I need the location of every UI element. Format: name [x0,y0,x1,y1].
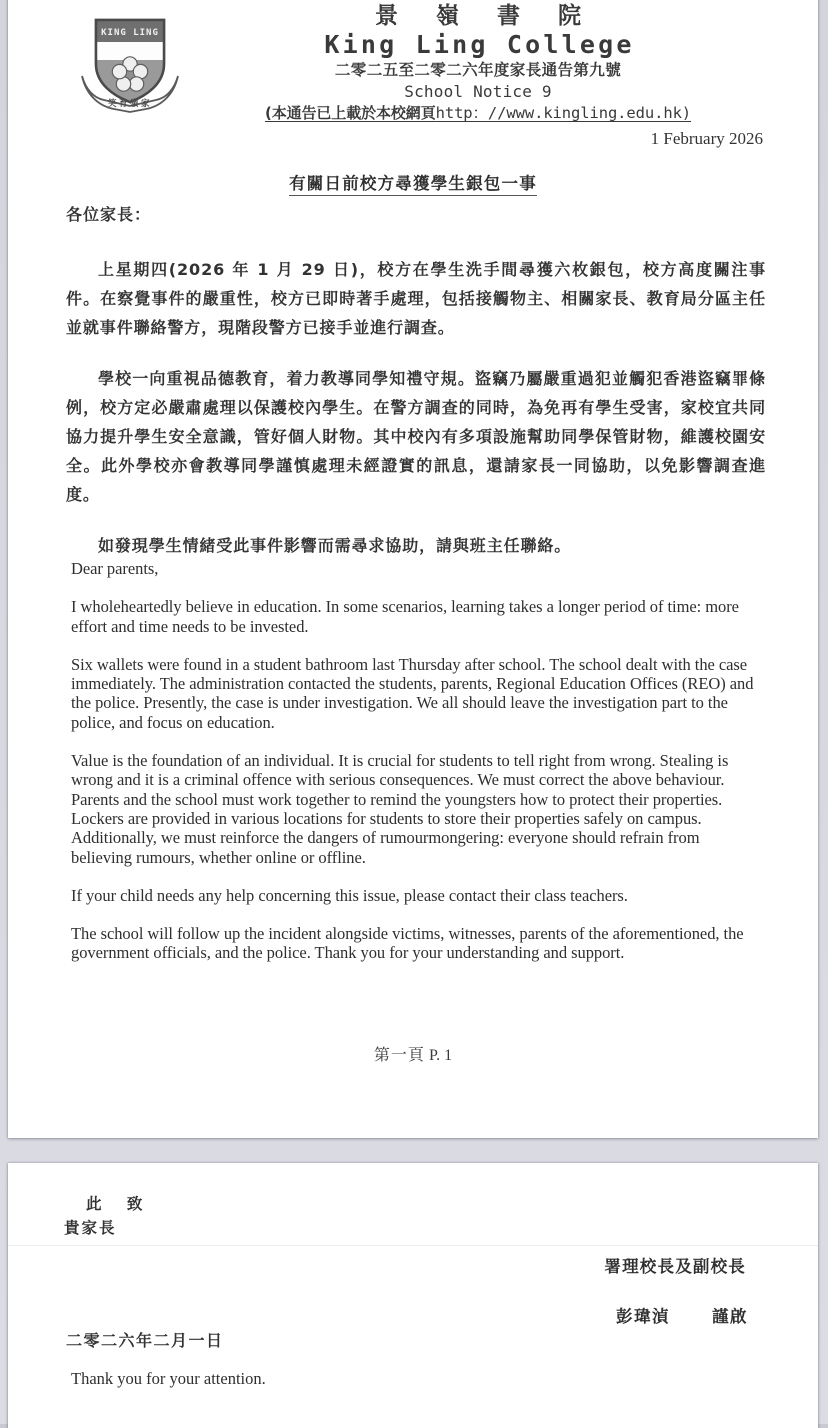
thanks-line: Thank you for your attention. [71,1369,266,1388]
letterhead [8,0,818,126]
page-number-footer [8,1042,818,1065]
closing-block [64,1192,152,1240]
page-number-english: P. 1 [428,1047,453,1064]
english-paragraph: The school will follow up the incident alongside victims, witnesses, parents of the aforementioned, the government officials, and the police. Thank you for your understanding and support. [71,924,744,963]
signature-date-chinese: 二零二六年二月一日 [66,1331,224,1350]
letter-subject-text: 有關日前校方尋獲學生銀包一事 [289,174,537,196]
scan-separator-line [8,1245,818,1246]
school-website-url: http：//www.kingling.edu.hk) [435,104,692,122]
english-paragraph: If your child needs any help concerning this issue, please contact their class teachers. [71,885,628,905]
signature-row [616,1303,748,1327]
school-crest-icon [74,2,186,114]
english-paragraph: Six wallets were found in a student bathroom last Thursday after school. The school dealt with the case immediately. The administration contacted the students, parents, Regional Education Offices (REO) and the police. Presently, the case is under investigation. We all should leave the investigation part to the police, and focus on education. [71,654,754,732]
notice-series-chinese: 二零二五至二零二六年度家長通告第九號 [334,61,622,79]
closing-to-label: 此 致 [86,1195,153,1213]
english-paragraph: Value is the foundation of an individual. It is crucial for students to tell right from wrong. Stealing is wrong and it is a criminal offence with serious consequences. We must correct the above behaviour. Parents and the school must work together to remind the youngsters how to protect their properties. Lockers are provided in various locations for students to store their properties safely on campus. Additionally, we must reinforce the dangers of rumourmongering: everyone should refrain from believing rumours, whether online or offline. [71,751,729,867]
svg-text:KING LING: KING LING [101,28,159,38]
chinese-body [66,202,766,582]
letterhead-text-block [198,2,758,124]
document-page-2 [8,1163,818,1428]
signer-name: 彭瑋湞 [616,1307,670,1326]
english-paragraph: I wholeheartedly believe in education. In some scenarios, learning takes a longer period of time: more effort and time needs to be invested. [71,597,739,636]
notice-series-english: School Notice 9 [404,82,552,101]
closing-recipient: 貴家長 [64,1219,117,1237]
english-salutation: Dear parents, [71,559,159,578]
chinese-salutation: 各位家長： [66,205,152,224]
english-body [71,559,761,982]
document-page-1 [8,0,818,1138]
school-website-note-chinese: (本通告已上載於本校網頁 [264,104,436,122]
school-name-chinese: 景 嶺 書 院 [374,3,597,29]
school-name-english: King Ling College [324,30,635,59]
signer-title: 署理校長及副校長 [604,1257,746,1276]
page-number-chinese: 第一頁 [373,1045,425,1064]
signer-suffix: 謹啟 [712,1307,748,1326]
chinese-paragraph: 如發現學生情緒受此事件影響而需尋求協助，請與班主任聯絡。 [98,536,572,555]
school-website-note [198,102,758,124]
chinese-paragraph: 學校一向重視品德教育，着力教導同學知禮守規。盜竊乃屬嚴重過犯並觸犯香港盜竊罪條例，校方定必嚴肅處理以保護校內學生。在警方調查的同時，為免再有學生受害，家校宜共同協力提升學生安全意識，管好個人財物。其中校內有多項設施幫助同學保管財物，維護校園安全。此外學校亦會教導同學謹慎處理未經證實的訊息，還請家長一同協助，以免影響調查進度。 [66,369,766,504]
chinese-paragraph: 上星期四(2026 年 1 月 29 日)，校方在學生洗手間尋獲六枚銀包，校方高度關注事件。在察覺事件的嚴重性，校方已即時著手處理，包括接觸物主、相關家長、教育局分區主任並就事件聯絡警方，現階段警方已接手並進行調查。 [66,260,766,337]
letter-date: 1 February 2026 [650,129,763,148]
svg-text:笑育嶺家: 笑育嶺家 [107,99,153,109]
letter-subject-line [8,170,818,194]
